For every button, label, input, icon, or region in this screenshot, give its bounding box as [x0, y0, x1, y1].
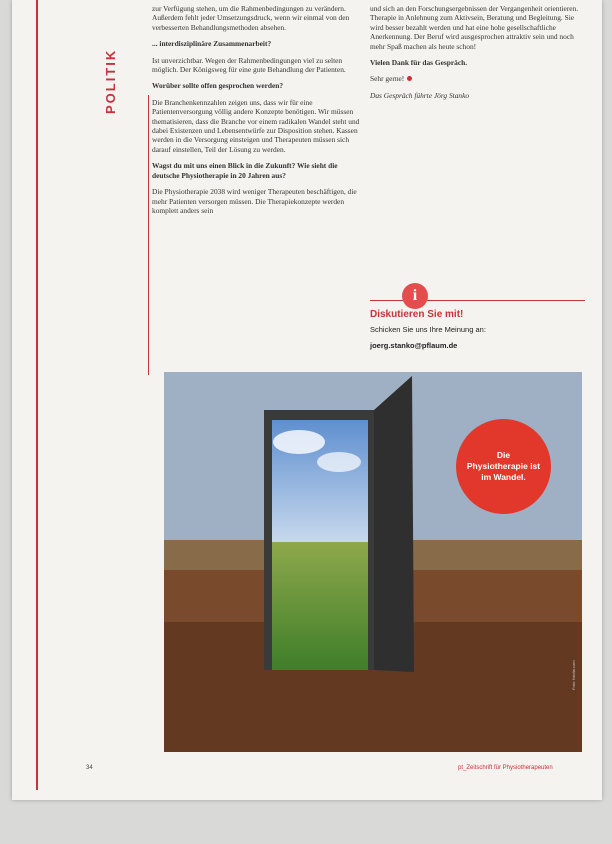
interview-credit: Das Gespräch führte Jörg Stanko — [370, 90, 470, 100]
paragraph: Die Branchenkennzahlen zeigen uns, dass wir für eine Patientenversorgung völlig andere Konzepte benötigen. Wir müssen thematisieren, dass die Branche vor einem radikalen Wandel steht und dabei Existenzen und Lebensentwürfe zur Disposition stehen. Kassen werden in die Versorgung einsteigen und Therapeuten müssen sich darauf einstellen, Teil der Lösung zu werden. — [152, 97, 360, 154]
photo-credit: Foto: fotolia.com — [571, 660, 576, 690]
right-column — [370, 4, 585, 107]
info-text: Schicken Sie uns Ihre Meinung an: — [370, 325, 486, 334]
page-number: 34 — [86, 765, 93, 771]
photo-badge: Die Physiotherapie ist im Wandel. — [456, 419, 551, 514]
question: ... interdisziplinäre Zusammenarbeit? — [152, 39, 272, 49]
section-label: POLITIK — [103, 48, 118, 114]
question: Vielen Dank für das Gespräch. — [370, 58, 468, 68]
question: Wagst du mit uns einen Blick in die Zukunft? Wie sieht die deutsche Physiotherapie in 20 Jahren aus? — [152, 161, 338, 180]
closing-line — [370, 74, 585, 83]
paragraph: zur Verfügung stehen, um die Rahmenbedingungen zu verändern. Außerdem fehlt jeder Umsetzungsdruck, wenn wir einmal von den verbesserten Behandlungsmethoden absehen. — [152, 4, 350, 32]
page-margin-rule — [36, 0, 38, 790]
end-mark-icon — [407, 76, 412, 81]
column-rule — [148, 95, 149, 375]
info-email-link[interactable]: joerg.stanko@pflaum.de — [370, 341, 458, 350]
paragraph: und sich an den Forschungsergebnissen der Vergangenheit orientieren. Therapie in Anlehnung zum Aktivsein, Beratung und Begleitung. Sie wird besser bezahlt werden und hat eine hohe gesellschaftliche Anerkennung. Der Beruf wird ausgesprochen attraktiv sein und noch mehr Spaß machen als heute schon! — [370, 4, 579, 51]
footer-text: pt_Zeitschrift für Physiotherapeuten — [458, 765, 553, 771]
info-icon: i — [402, 283, 428, 309]
info-title: Diskutieren Sie mit! — [370, 309, 464, 320]
closing-text: Sehr gerne! — [370, 74, 405, 84]
question: Worüber sollte offen gesprochen werden? — [152, 81, 284, 91]
left-column — [152, 4, 362, 222]
paragraph: Ist unverzichtbar. Wegen der Rahmenbedingungen viel zu selten möglich. Der Königsweg für eine gute Behandlung der Patienten. — [152, 55, 346, 75]
paragraph: Die Physiotherapie 2038 wird weniger Therapeuten beschäftigen, die mehr Patienten versorgen müssen. Die Therapiekonzepte werden komplett anders sein — [152, 187, 357, 215]
